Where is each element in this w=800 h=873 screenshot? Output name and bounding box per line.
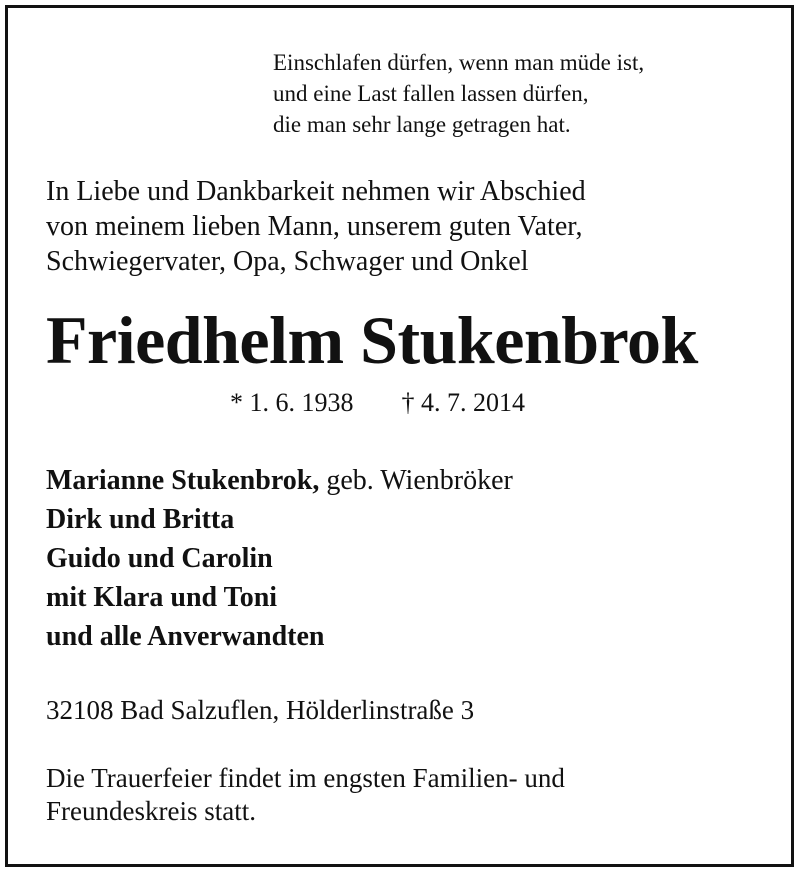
intro-line: von meinem lieben Mann, unserem guten Vater, xyxy=(46,211,583,242)
birth-date: * 1. 6. 1938 xyxy=(230,388,354,417)
mourners-list xyxy=(46,461,513,656)
poem-line: Einschlafen dürfen, wenn man müde ist, xyxy=(273,50,645,75)
intro-text xyxy=(46,174,586,279)
mourner-line: Guido und Carolin xyxy=(46,543,273,574)
spouse-maiden-name: geb. Wienbröker xyxy=(319,465,513,496)
mourner-line: mit Klara und Toni xyxy=(46,582,278,613)
ceremony-line: Freundeskreis statt. xyxy=(46,796,256,826)
address: 32108 Bad Salzuflen, Hölderlinstraße 3 xyxy=(46,695,475,725)
life-dates xyxy=(230,386,525,420)
intro-line: Schwiegervater, Opa, Schwager und Onkel xyxy=(46,246,529,277)
poem-line: und eine Last fallen lassen dürfen, xyxy=(273,81,589,106)
mourner-line: Dirk und Britta xyxy=(46,504,235,535)
death-date: † 4. 7. 2014 xyxy=(401,388,525,417)
ceremony-note xyxy=(46,762,565,828)
spouse-line xyxy=(46,461,513,500)
intro-line: In Liebe und Dankbarkeit nehmen wir Abschied xyxy=(46,176,586,207)
deceased-name: Friedhelm Stukenbrok xyxy=(46,302,698,378)
poem xyxy=(273,47,644,140)
spouse-name: Marianne Stukenbrok, xyxy=(46,465,320,496)
poem-line: die man sehr lange getragen hat. xyxy=(273,112,571,137)
mourner-line: und alle Anverwandten xyxy=(46,621,325,652)
ceremony-line: Die Trauerfeier findet im engsten Familien- und xyxy=(46,763,565,793)
